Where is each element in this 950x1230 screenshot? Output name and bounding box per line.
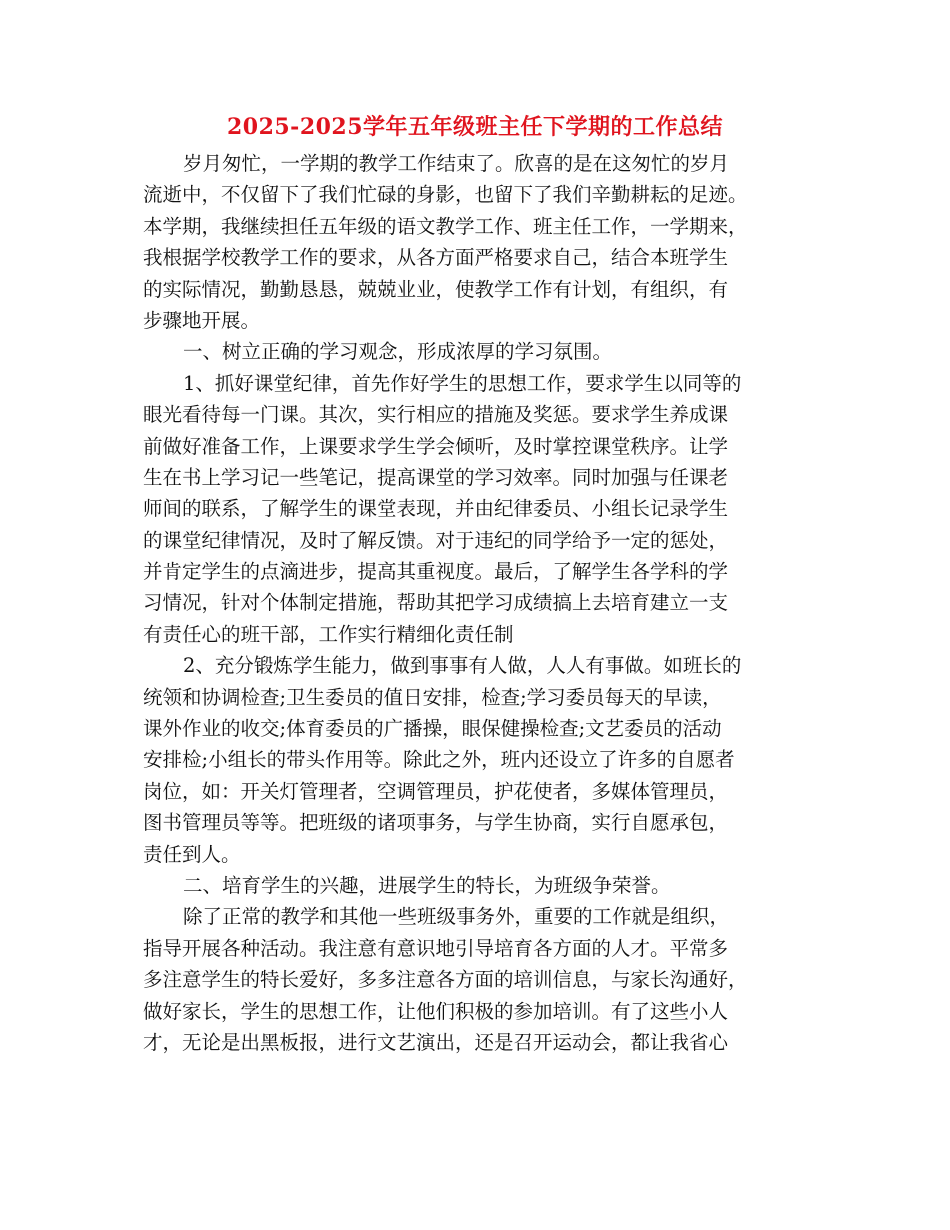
body-line: 本学期，我继续担任五年级的语文教学工作、班主任工作，一学期来， <box>143 214 748 238</box>
body-line: 才，无论是出黑板报，进行文艺演出，还是召开运动会，都让我省心 <box>143 1030 729 1054</box>
body-line: 我根据学校教学工作的要求，从各方面严格要求自己，结合本班学生 <box>143 246 729 270</box>
body-line: 图书管理员等等。把班级的诸项事务，与学生协商，实行自愿承包， <box>143 811 729 835</box>
body-line: 统领和协调检查;卫生委员的值日安排，检查;学习委员每天的早读， <box>143 685 722 709</box>
body-line: 眼光看待每一门课。其次，实行相应的措施及奖惩。要求学生养成课 <box>143 403 729 427</box>
body-line: 生在书上学习记一些笔记，提高课堂的学习效率。同时加强与任课老 <box>143 465 729 489</box>
body-line: 课外作业的收交;体育委员的广播操，眼保健操检查;文艺委员的活动 <box>143 717 722 741</box>
body-line: 一、树立正确的学习观念，形成浓厚的学习氛围。 <box>183 340 613 364</box>
body-line: 步骤地开展。 <box>143 308 261 332</box>
body-line: 1、抓好课堂纪律，首先作好学生的思想工作，要求学生以同等的 <box>183 371 742 395</box>
body-line: 除了正常的教学和其他一些班级事务外，重要的工作就是组织， <box>183 905 730 929</box>
body-line: 责任到人。 <box>143 842 241 866</box>
body-line: 的实际情况，勤勤恳恳，兢兢业业，使教学工作有计划，有组织，有 <box>143 277 729 301</box>
document-body <box>143 148 813 1058</box>
body-line: 前做好准备工作，上课要求学生学会倾听，及时掌控课堂秩序。让学 <box>143 434 729 458</box>
body-line: 2、充分锻炼学生能力，做到事事有人做，人人有事做。如班长的 <box>183 654 742 678</box>
body-line: 岗位，如：开关灯管理者，空调管理员，护花使者，多媒体管理员， <box>143 779 729 803</box>
body-line: 指导开展各种活动。我注意有意识地引导培育各方面的人才。平常多 <box>143 936 729 960</box>
body-line: 师间的联系，了解学生的课堂表现，并由纪律委员、小组长记录学生 <box>143 497 729 521</box>
body-line: 的课堂纪律情况，及时了解反馈。对于违纪的同学给予一定的惩处， <box>143 528 729 552</box>
body-line: 流逝中，不仅留下了我们忙碌的身影，也留下了我们辛勤耕耘的足迹。 <box>143 183 748 207</box>
body-line: 并肯定学生的点滴进步，提高其重视度。最后，了解学生各学科的学 <box>143 560 729 584</box>
body-line: 习情况，针对个体制定措施，帮助其把学习成绩搞上去培育建立一支 <box>143 591 729 615</box>
body-line: 多注意学生的特长爱好，多多注意各方面的培训信息，与家长沟通好， <box>143 968 748 992</box>
body-line: 做好家长，学生的思想工作，让他们积极的参加培训。有了这些小人 <box>143 999 729 1023</box>
body-line: 有责任心的班干部，工作实行精细化责任制 <box>143 622 514 646</box>
document-title: 2025-2025学年五年级班主任下学期的工作总结 <box>226 114 724 140</box>
body-line: 二、培育学生的兴趣，进展学生的特长，为班级争荣誉。 <box>183 873 671 897</box>
body-line: 岁月匆忙，一学期的教学工作结束了。欣喜的是在这匆忙的岁月 <box>183 152 730 175</box>
body-line: 安排检;小组长的带头作用等。除此之外，班内还设立了许多的自愿者 <box>143 748 735 772</box>
